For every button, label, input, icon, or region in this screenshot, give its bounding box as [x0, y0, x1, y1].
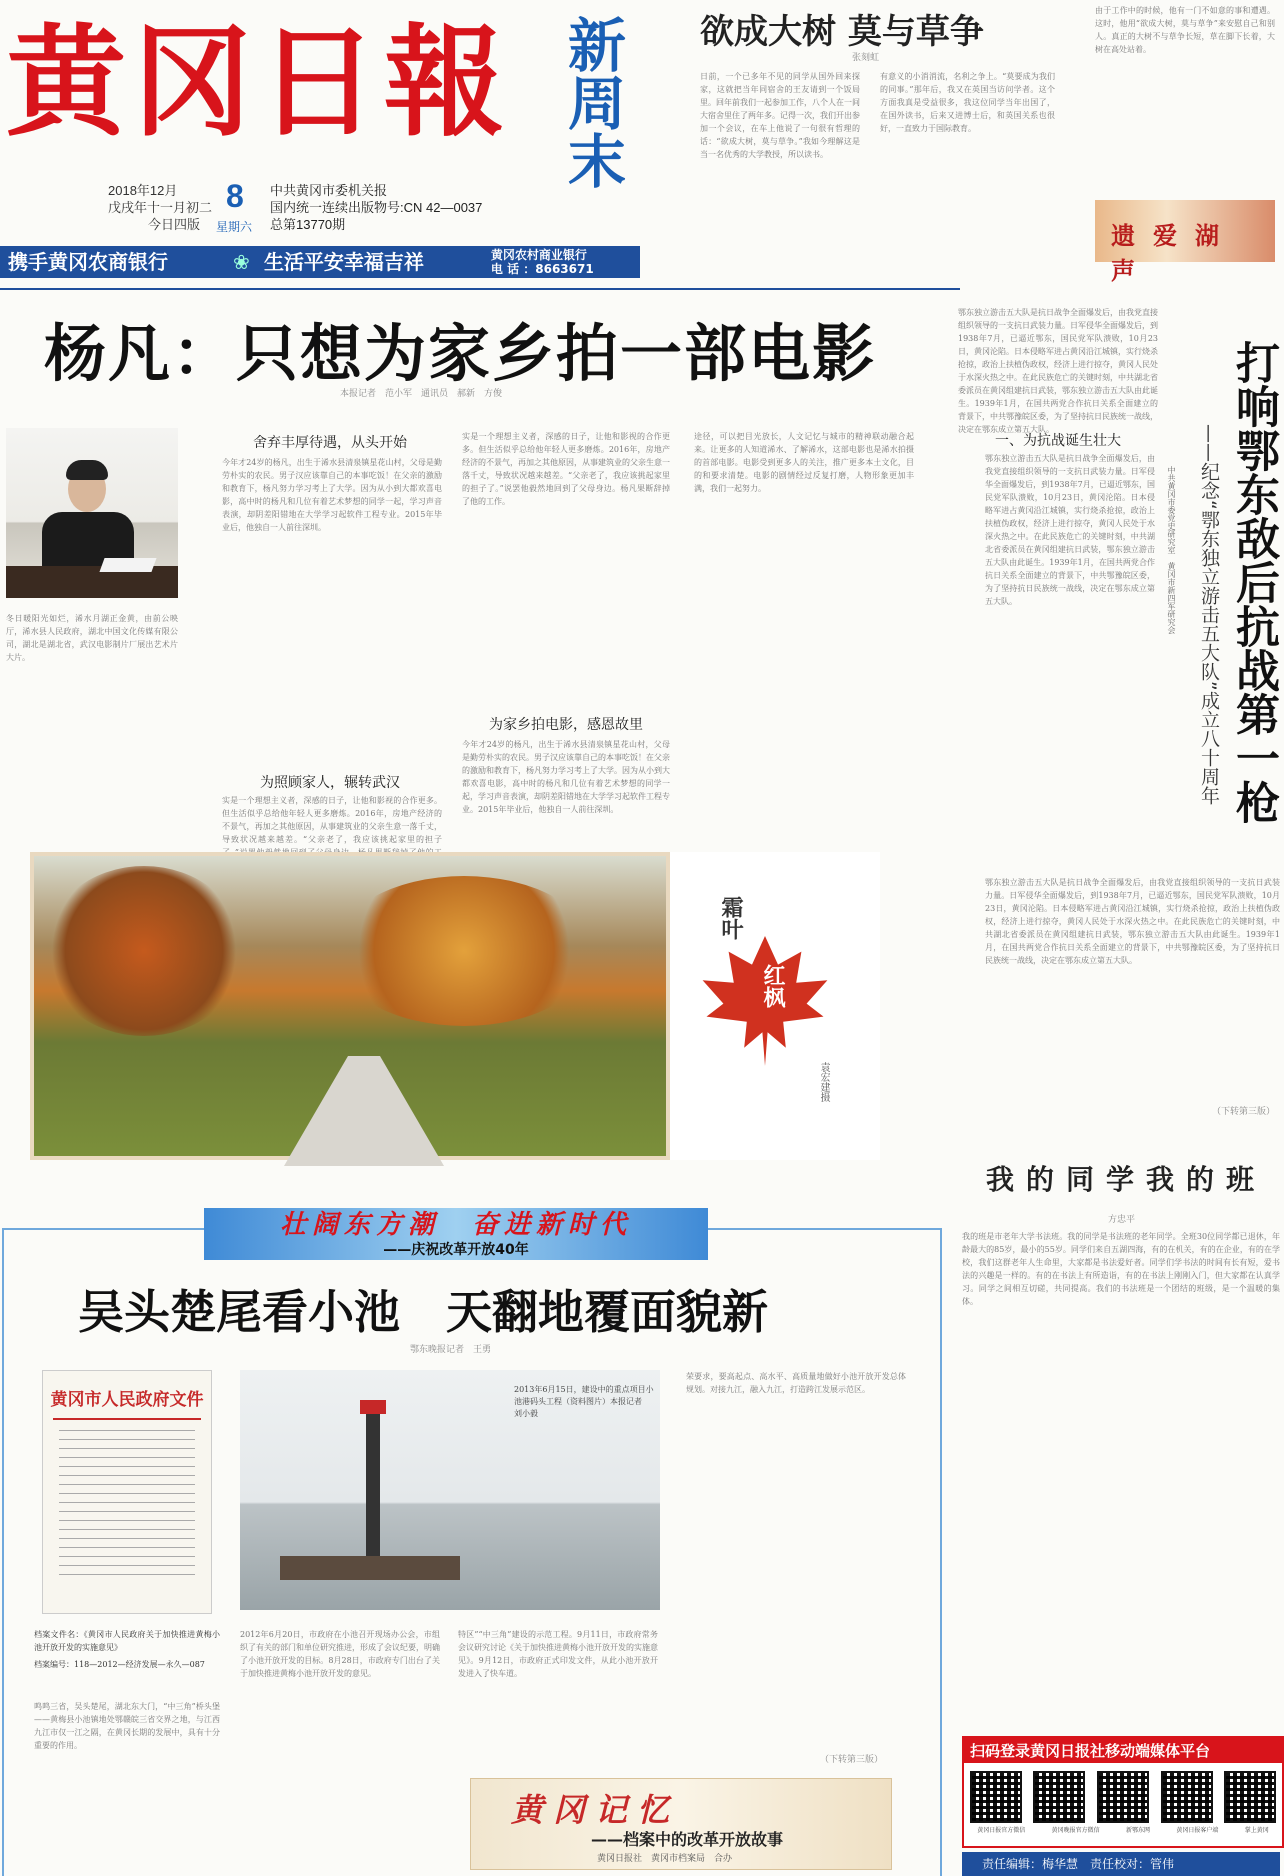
- maple-caption-box: [670, 852, 880, 1160]
- classmates-body: 我的班是市老年大学书法班。我的同学是书法班的老年同学。全班30位同学都已退休，年龄最大的85岁，最小的55岁。同学们来自五湖四海，有的在机关，有的在企业，有的在学校，我们这群老年人生命里，大家都是书法爱好者。同学们学书法的时间有长有短，爱书法的兴趣是一样的。有的在书法上有所造诣，有的在书法上刚刚入门，但大家都在认真学习。同学之间相互切磋，共同提高。我们的书法班是一个团结的班级，是一个温暖的集体。: [962, 1232, 1280, 1306]
- platform-box: [962, 1736, 1284, 1848]
- day-number: 8: [226, 178, 244, 214]
- classmates-author: 方忠平: [1108, 1215, 1136, 1225]
- qr-label-1: 黄冈晚报官方微信: [1051, 1827, 1100, 1834]
- memory-sub: ——档案中的改革开放故事: [591, 1830, 784, 1849]
- publisher-org: 中共黄冈市委机关报: [270, 183, 388, 198]
- qr-code-web[interactable]: [1097, 1771, 1149, 1823]
- publisher-info: [270, 182, 482, 233]
- tree-left: [44, 866, 244, 1036]
- notebook: [99, 558, 156, 572]
- lunar-date: 戊戌年十一月初二: [108, 200, 213, 215]
- platform-title: 扫码登录黄冈日报社移动端媒体平台: [964, 1738, 1282, 1763]
- date-block: [108, 182, 212, 233]
- ad-left-text: 携手黄冈农商银行: [8, 250, 168, 274]
- side-story-lead: 鄂东独立游击五大队是抗日战争全面爆发后，由我党直接组织领导的一支抗日武装力量。日军侵华全面爆发后，到1938年7月，已逼近鄂东，国民党军队溃败，10月23日，黄冈沦陷。日本侵略军进占黄冈沿江城镇，实行烧杀抢掠，政治上扶植伪政权，经济上进行掠夺，黄冈人民处于水深火热之中。在此民族危亡的关键时刻，中共湖北省委派员在黄冈组建抗日武装，鄂东独立游击五大队由此诞生。1939年1月，在国共两党合作抗日关系全面建立的背景下，中共鄂豫皖区委，为了坚持抗日民族统一战线，决定在鄂东成立第五大队。: [958, 308, 1158, 434]
- side-story-org: 中共黄冈市委党史研究室 黄冈市新四军研究会: [1167, 466, 1176, 634]
- lead-col-a2: 实是一个理想主义者，深感的日子，让他和影视的合作更多。但生活似乎总给他年轻人更多磨炼。2016年，房地产经济的不景气，再加之其他原因，从事建筑业的父亲生意一落千丈，导致状况越来越差。“父亲老了，我应该挑起家里的担子: [222, 796, 442, 844]
- qr-label-0: 黄冈日报官方微信: [977, 1827, 1026, 1834]
- publisher-issue: 总第13770期: [270, 217, 346, 232]
- qr-code-app[interactable]: [1161, 1771, 1213, 1823]
- reform-col-3: 特区”“中三角”建设的示范工程。9月11日，市政府常务会议研究讨论《关于加快推进黄梅小池开放开发的实施意见》。9月12日，市政府正式印发文件，从此小池开放开发进入了快车道。: [458, 1630, 658, 1678]
- reform-banner-main: 壮阔东方潮 奋进新时代: [279, 1210, 632, 1240]
- gov-document-text: [59, 1430, 195, 1580]
- path: [284, 1056, 444, 1166]
- ad-right-text: 生活平安幸福吉祥: [263, 250, 424, 274]
- poem-banner: [1095, 200, 1275, 285]
- qr-code-mobile[interactable]: [1224, 1771, 1276, 1823]
- top-essay-col2: 有意义的小消消流，名利之争上。“莫要成为我们的同事。”那年后，我又在英国当访问学者。这个方面我真是受益很多，我这位同学当年出国了，在国外读书，后来又进博士后，和英国关系也很好，一直致力于国际教育。: [880, 72, 1055, 133]
- top-essay-col1: 日前，一个已多年不见的同学从国外回来探家，这就把当年同宿舍的王友请到一个饭局里。回年前我们一起参加工作，八个人在一间大宿舍里住了两年多。记得一次，我们开出参加一个会议，在车上他说了一句很有哲理的话：“欲成大树，莫与草争。”我如今理解这是当一名优秀的大学教授，所以读书。: [700, 72, 860, 159]
- side-story-subhead: 一、为抗战诞生壮大: [995, 433, 1121, 449]
- gov-document-rule: [53, 1418, 201, 1420]
- caption-title-2: 红枫: [760, 964, 786, 1008]
- desk: [6, 566, 178, 598]
- archive-number: 档案编号：118—2012—经济发展—永久—087: [34, 1660, 205, 1669]
- portrait-photo: [6, 428, 178, 598]
- qr-label-3: 黄冈日报客户端: [1176, 1827, 1219, 1834]
- barge: [280, 1556, 460, 1580]
- photo-credit: 袁宏建摄: [818, 1062, 829, 1102]
- lead-col-b: 实是一个理想主义者，深感的日子，让他和影视的合作更多。但生活似乎总给他年轻人更多磨炼。2016年，房地产经济的不景气，再加之其他原因，从事建筑业的父亲生意一落千丈，导致状况越来越差。“父亲老了，我应该挑起家里的担子了。”说罢他毅然地回到了父母身边。杨凡果断辞掉了他的工作。: [462, 432, 670, 506]
- memory-banner: [470, 1778, 892, 1870]
- leaf-icon: ❀: [232, 250, 250, 274]
- drill-tower: [366, 1410, 380, 1580]
- ad-bank: 黄冈农村商业银行: [490, 248, 587, 262]
- lead-subhead-3: 为家乡拍电影，感恩故里: [489, 717, 643, 733]
- reform-col-2: 2012年6月20日，市政府在小池召开现场办公会，市组织了有关的部门和单位研究推进，形成了会议纪要，明确了小池开放开发的目标。8月28日，市政府专门出台了关于加快推进黄梅小池开放开发的意见。: [240, 1630, 440, 1678]
- reform-byline: 鄂东晚报记者 王勇: [410, 1345, 492, 1355]
- date-line: 2018年12月: [108, 183, 178, 198]
- masthead-title: 黄冈日報: [6, 12, 510, 153]
- qr-label-4: 掌上黄冈: [1244, 1827, 1269, 1834]
- lead-col-c: 途径，可以把目光放长，人文记忆与城市的精神联动融合起来。让更多的人知道浠水、了解浠水，这部电影也是浠水拍摄的首部电影。电影受到更多人的关注，推广更多本土文化，目的和要求清楚。电影的剧情经过反复打磨，人物形象更加丰满，我们一起努力。: [694, 432, 914, 493]
- lead-subhead-1: 舍弃丰厚待遇，从头开始: [253, 435, 407, 451]
- qr-labels: [964, 1823, 1282, 1834]
- ad-bank-block: [491, 246, 594, 276]
- footer-text: 责任编辑：梅华慧 责任校对：管伟: [982, 1857, 1175, 1871]
- ad-phone: 电 话 ：8663671: [490, 262, 594, 276]
- weekday: 星期六: [216, 220, 253, 234]
- drill-tower-top: [360, 1400, 386, 1414]
- reform-banner: [204, 1208, 708, 1260]
- gov-document-photo: [42, 1370, 212, 1614]
- footer-bar: [962, 1852, 1280, 1876]
- side-story-body: 鄂东独立游击五大队是抗日战争全面爆发后，由我党直接组织领导的一支抗日武装力量。日军侵华全面爆发后，到1938年7月，已逼近鄂东，国民党军队溃败，10月23日，黄冈沦陷。日本侵略军进占黄冈沿江城镇，实行烧杀抢掠，政治上扶植伪政权，经济上进行掠夺，黄冈人民处于水深火热之中。在此民族危亡的关键时刻，中共湖北省委派员在黄冈组建抗日武装，鄂东独立游击五大队由此诞生。1939年1月，在国共两党合作抗日关系全面建立的背景下，中共鄂豫皖区委，为了坚持抗日民族统一战线，决定在鄂东成立第五大队。: [985, 454, 1155, 606]
- publisher-cn: 国内统一连续出版物号:CN 42—0037: [270, 200, 483, 215]
- ad-bar: [0, 246, 640, 278]
- reform-col-4: 荣要求，要高起点、高水平、高质量地做好小池开放开发总体规划。对接九江，融入九江，打造跨江发展示范区。: [686, 1372, 906, 1394]
- reform-col-1: 鸣鸣三省，吴头楚尾，湖北东大门，“中三角”桥头堡——黄梅县小池镇地处鄂赣皖三省交界之地，与江西九江市仅一江之隔，在黄冈长期的发展中，具有十分重要的作用。: [34, 1702, 220, 1750]
- lead-headline: 杨凡：只想为家乡拍一部电影: [44, 317, 877, 390]
- qr-label-2: 新鄂东网: [1125, 1827, 1150, 1834]
- gov-document-title: 黄冈市人民政府文件: [50, 1390, 204, 1410]
- top-essay-col3: 由于工作中的时候，他有一门不如意的事和遭遇。这时，他用“欲成大树，莫与草争”来安慰自己和别人。真正的大树不与草争长短，草在脚下长着，大树在高处站着。: [1095, 6, 1275, 54]
- side-story-subtitle: ——纪念“鄂东独立游击五大队”成立八十周年: [1198, 424, 1220, 805]
- memory-title: 黄冈记忆: [511, 1791, 680, 1829]
- memory-credit: 黄冈日报社 黄冈市档案局 合办: [597, 1854, 733, 1864]
- reform-banner-sub: ——庆祝改革开放40年: [383, 1242, 529, 1258]
- autumn-photo: [30, 852, 670, 1160]
- person-hair: [66, 460, 108, 480]
- side-story-title: 打响鄂东敌后抗战第一枪: [1228, 340, 1279, 824]
- side-story-continue: （下转第三版）: [1212, 1107, 1276, 1117]
- lead-intro: 冬日暖阳光如烂，浠水月湖正金黄，由前公映厅，浠水县人民政府，湖北中国文化传媒有限公司，湖北是湖北省，武汉电影制片厂展出艺术片大片。: [6, 614, 178, 662]
- reform-continue: （下转第三版）: [820, 1755, 884, 1765]
- top-essay-author: 张刻虹: [852, 53, 880, 63]
- classmates-title: 我的同学我的班: [986, 1163, 1267, 1196]
- lead-byline: 本报记者 范小军 通讯员 郝新 方俊: [340, 389, 503, 399]
- top-essay-title: 欲成大树 莫与草争: [700, 12, 984, 52]
- section-label: 新周末: [558, 15, 626, 189]
- qr-code-wechat[interactable]: [970, 1771, 1022, 1823]
- poem-banner-title: 遗爱湖声: [1111, 221, 1237, 285]
- caption-title-1: 霜叶: [718, 896, 744, 940]
- archive-name: 档案文件名：《黄冈市人民政府关于加快推进黄梅小池开放开发的实施意见》: [34, 1630, 220, 1652]
- qr-code-evening[interactable]: [1033, 1771, 1085, 1823]
- photo-caption: 2013年6月15日，建设中的重点项目小池港码头工程（资料图片）本报记者 刘小毅: [514, 1385, 654, 1418]
- port-photo: [240, 1370, 660, 1610]
- reform-headline: 吴头楚尾看小池 天翻地覆面貌新: [78, 1285, 768, 1339]
- side-story-body-2: 鄂东独立游击五大队是抗日战争全面爆发后，由我党直接组织领导的一支抗日武装力量。日军侵华全面爆发后，到1938年7月，已逼近鄂东，国民党军队溃败，10月23日，黄冈沦陷。日本侵略军进占黄冈沿江城镇，实行烧杀抢掠，政治上扶植伪政权，经济上进行掠夺，黄冈人民处于水深火热之中。在此民族危亡的关键时刻，中共湖北省委派员在黄冈组建抗日武装，鄂东独立游击五大队由此诞生。1939年1月，在国共两党合作抗日关系全面建立的背景下，中共鄂豫皖区委，为了坚持抗日民族统一战线，决定在鄂东成立第五大队。: [985, 878, 1280, 965]
- page-count: 今日四版: [148, 217, 201, 232]
- lead-col-a: 今年才24岁的杨凡，出生于浠水县清泉镇星花山村，父母是勤劳朴实的农民。男子汉应该靠自己的本事吃饭！在父亲的激励和教育下，杨凡努力学习考上了大学。因为从小到大都欢喜电影，高中时的杨凡和几位有着艺术梦想的同学一起，学习声音表演，却阴差阳错地在大学学习起软件工程专业。2015年毕业后，他独自一人前往深圳。: [222, 458, 442, 532]
- top-rule: [0, 288, 960, 290]
- lead-subhead-2: 为照顾家人，辗转武汉: [260, 775, 400, 791]
- lead-col-b2: 今年才24岁的杨凡，出生于浠水县清泉镇星花山村，父母是勤劳朴实的农民。男子汉应该靠自己的本事吃饭！在父亲的激励和教育下，杨凡努力学习考上了大学。因为从小到大都欢喜电影，高中时的杨凡和几位有着艺术梦想的同学一起，学习声音表演，却阴差阳错地在大学学习起软件工程专业。2015年毕业后，他独自一人前往深圳。: [462, 740, 670, 814]
- qr-row: [964, 1763, 1282, 1823]
- tree-right: [334, 876, 594, 1026]
